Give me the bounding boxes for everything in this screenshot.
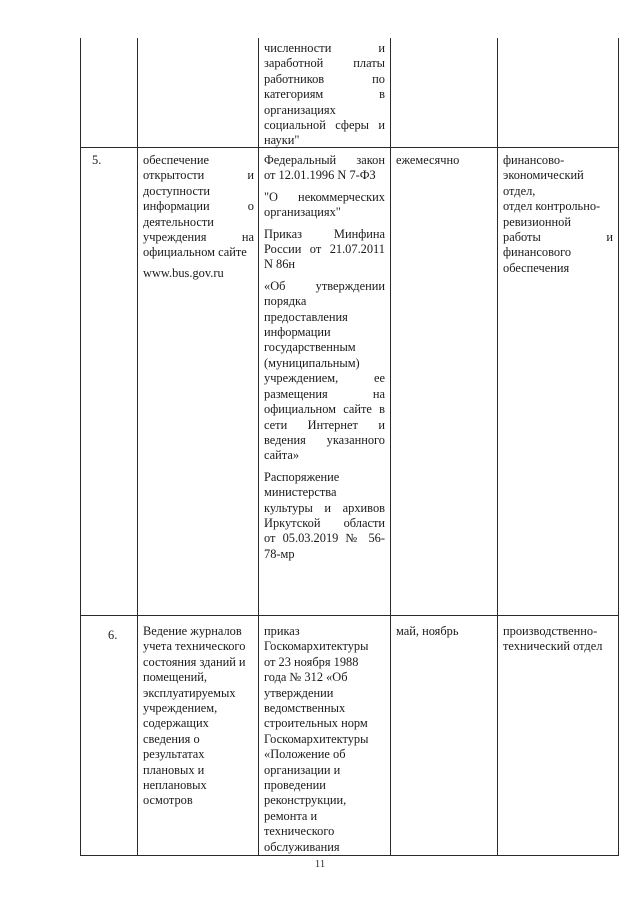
text-line: отдел,: [503, 183, 536, 198]
text-line: состояния зданий и: [143, 654, 246, 669]
website-url: www.bus.gov.ru: [143, 265, 224, 280]
text-line: приказ: [264, 624, 300, 638]
legal-paragraph-federal-law: [264, 153, 385, 184]
text-line: организации и: [264, 762, 341, 777]
text-line: (муниципальным): [264, 355, 360, 370]
row5-responsible-cell: [503, 153, 613, 276]
text-line: строительных норм: [264, 716, 368, 731]
text-line: заработной платы: [264, 56, 385, 71]
text-line: ведения указанного: [264, 432, 385, 447]
text-line: предоставления: [264, 309, 348, 324]
text-line: порядка: [264, 294, 307, 309]
text-line: плановых и: [143, 762, 205, 777]
text-line: работников по: [264, 71, 385, 86]
text-line: от 05.03.2019 № 56-: [264, 531, 385, 546]
text-line: помещений,: [143, 670, 207, 685]
frequency-text: май, ноябрь: [396, 624, 459, 638]
text-line: сети Интернет и: [264, 417, 385, 432]
column-divider-2: [258, 38, 259, 856]
text-line: проведении: [264, 778, 326, 793]
text-line: содержащих: [143, 716, 209, 731]
text-line: учета технического: [143, 639, 246, 654]
text-line: 78-мр: [264, 546, 295, 561]
text-line: обеспечения: [503, 260, 570, 275]
text-line: информации о: [143, 199, 254, 214]
legal-paragraph-ministry-order: [264, 470, 385, 562]
row6-responsible-cell: [503, 624, 617, 655]
text-line: технического: [264, 824, 335, 839]
text-line: учреждением, ее: [264, 371, 385, 386]
text-line: России от 21.07.2011: [264, 242, 385, 257]
text-line: сведения о: [143, 731, 200, 746]
text-line: "О некоммерческих: [264, 189, 385, 204]
text-line: категориям в: [264, 87, 385, 102]
text-line: Госкомархитектуры: [264, 639, 369, 654]
table-border-left: [80, 38, 81, 856]
row5-number: 5.: [92, 153, 102, 167]
text-line: организациях": [264, 205, 341, 220]
text-line: эксплуатируемых: [143, 685, 236, 700]
text-line: информации: [264, 325, 331, 340]
text-line: официальном сайте: [143, 245, 247, 260]
row5-frequency-cell: [396, 153, 492, 168]
table-border-right: [618, 38, 619, 856]
text-line: официальном сайте в: [264, 402, 385, 417]
table-border-bottom: [80, 855, 619, 856]
legal-paragraph-order-title: [264, 279, 385, 464]
frequency-text: ежемесячно: [396, 153, 460, 167]
column-divider-3: [390, 38, 391, 856]
text-line: N 86н: [264, 257, 296, 272]
text-line: науки": [264, 133, 300, 148]
text-line: ревизионной: [503, 214, 571, 229]
row6-frequency-cell: [396, 624, 492, 639]
text-line: Иркутской области: [264, 515, 385, 530]
text-line: учреждения на: [143, 230, 254, 245]
text-line: Распоряжение: [264, 469, 340, 484]
continuation-legal-cell: [264, 41, 385, 149]
text-line: года № 312 «Об: [264, 670, 348, 685]
row6-description-cell: [143, 624, 257, 809]
page-number: 11: [314, 858, 326, 870]
legal-paragraph-law-title: [264, 190, 385, 221]
text-line: финансового: [503, 245, 572, 260]
column-divider-1: [137, 38, 138, 856]
text-line: культуры и архивов: [264, 500, 385, 515]
text-line: учреждением,: [143, 701, 218, 716]
row5-legal-cell: [264, 153, 385, 562]
text-line: финансово-: [503, 153, 565, 167]
text-line: технический отдел: [503, 639, 603, 654]
text-line: размещения на: [264, 386, 385, 401]
row-divider-2: [80, 615, 619, 616]
text-line: деятельности: [143, 214, 214, 229]
text-line: от 12.01.1996 N 7-ФЗ: [264, 168, 376, 183]
text-line: Приказ Минфина: [264, 226, 385, 241]
row6-legal-cell: [264, 624, 388, 855]
text-line: отдел контрольно-: [503, 199, 601, 214]
text-line: доступности: [143, 183, 211, 198]
text-line: обеспечение: [143, 153, 209, 167]
text-line: организациях: [264, 102, 336, 117]
text-line: ремонта и: [264, 808, 318, 823]
text-line: производственно-: [503, 624, 598, 638]
text-line: утверждении: [264, 685, 334, 700]
text-line: сайта»: [264, 448, 300, 463]
column-divider-4: [497, 38, 498, 856]
text-line: неплановых: [143, 778, 207, 793]
text-line: от 23 ноября 1988: [264, 654, 359, 669]
text-line: Федеральный закон: [264, 153, 385, 167]
text-line: Ведение журналов: [143, 624, 242, 638]
text-line: «Об утверждении: [264, 278, 385, 293]
text-line: реконструкции,: [264, 793, 347, 808]
text-line: осмотров: [143, 793, 193, 808]
text-line: «Положение об: [264, 747, 346, 762]
text-line: обслуживания: [264, 839, 340, 854]
row6-number: 6.: [108, 628, 118, 642]
text-line: открытости и: [143, 168, 254, 183]
text-line: государственным: [264, 340, 356, 355]
text-line: социальной сферы и: [264, 118, 385, 133]
text-line: ведомственных: [264, 701, 346, 716]
text-line: работы и: [503, 230, 613, 245]
legal-paragraph-minfin-order: [264, 227, 385, 273]
text-line: Госкомархитектуры: [264, 731, 369, 746]
text-line: экономический: [503, 168, 584, 183]
row5-description-cell: [143, 153, 254, 281]
text-line: численности и: [264, 41, 385, 55]
text-line: министерства: [264, 485, 337, 500]
text-line: результатах: [143, 747, 205, 762]
